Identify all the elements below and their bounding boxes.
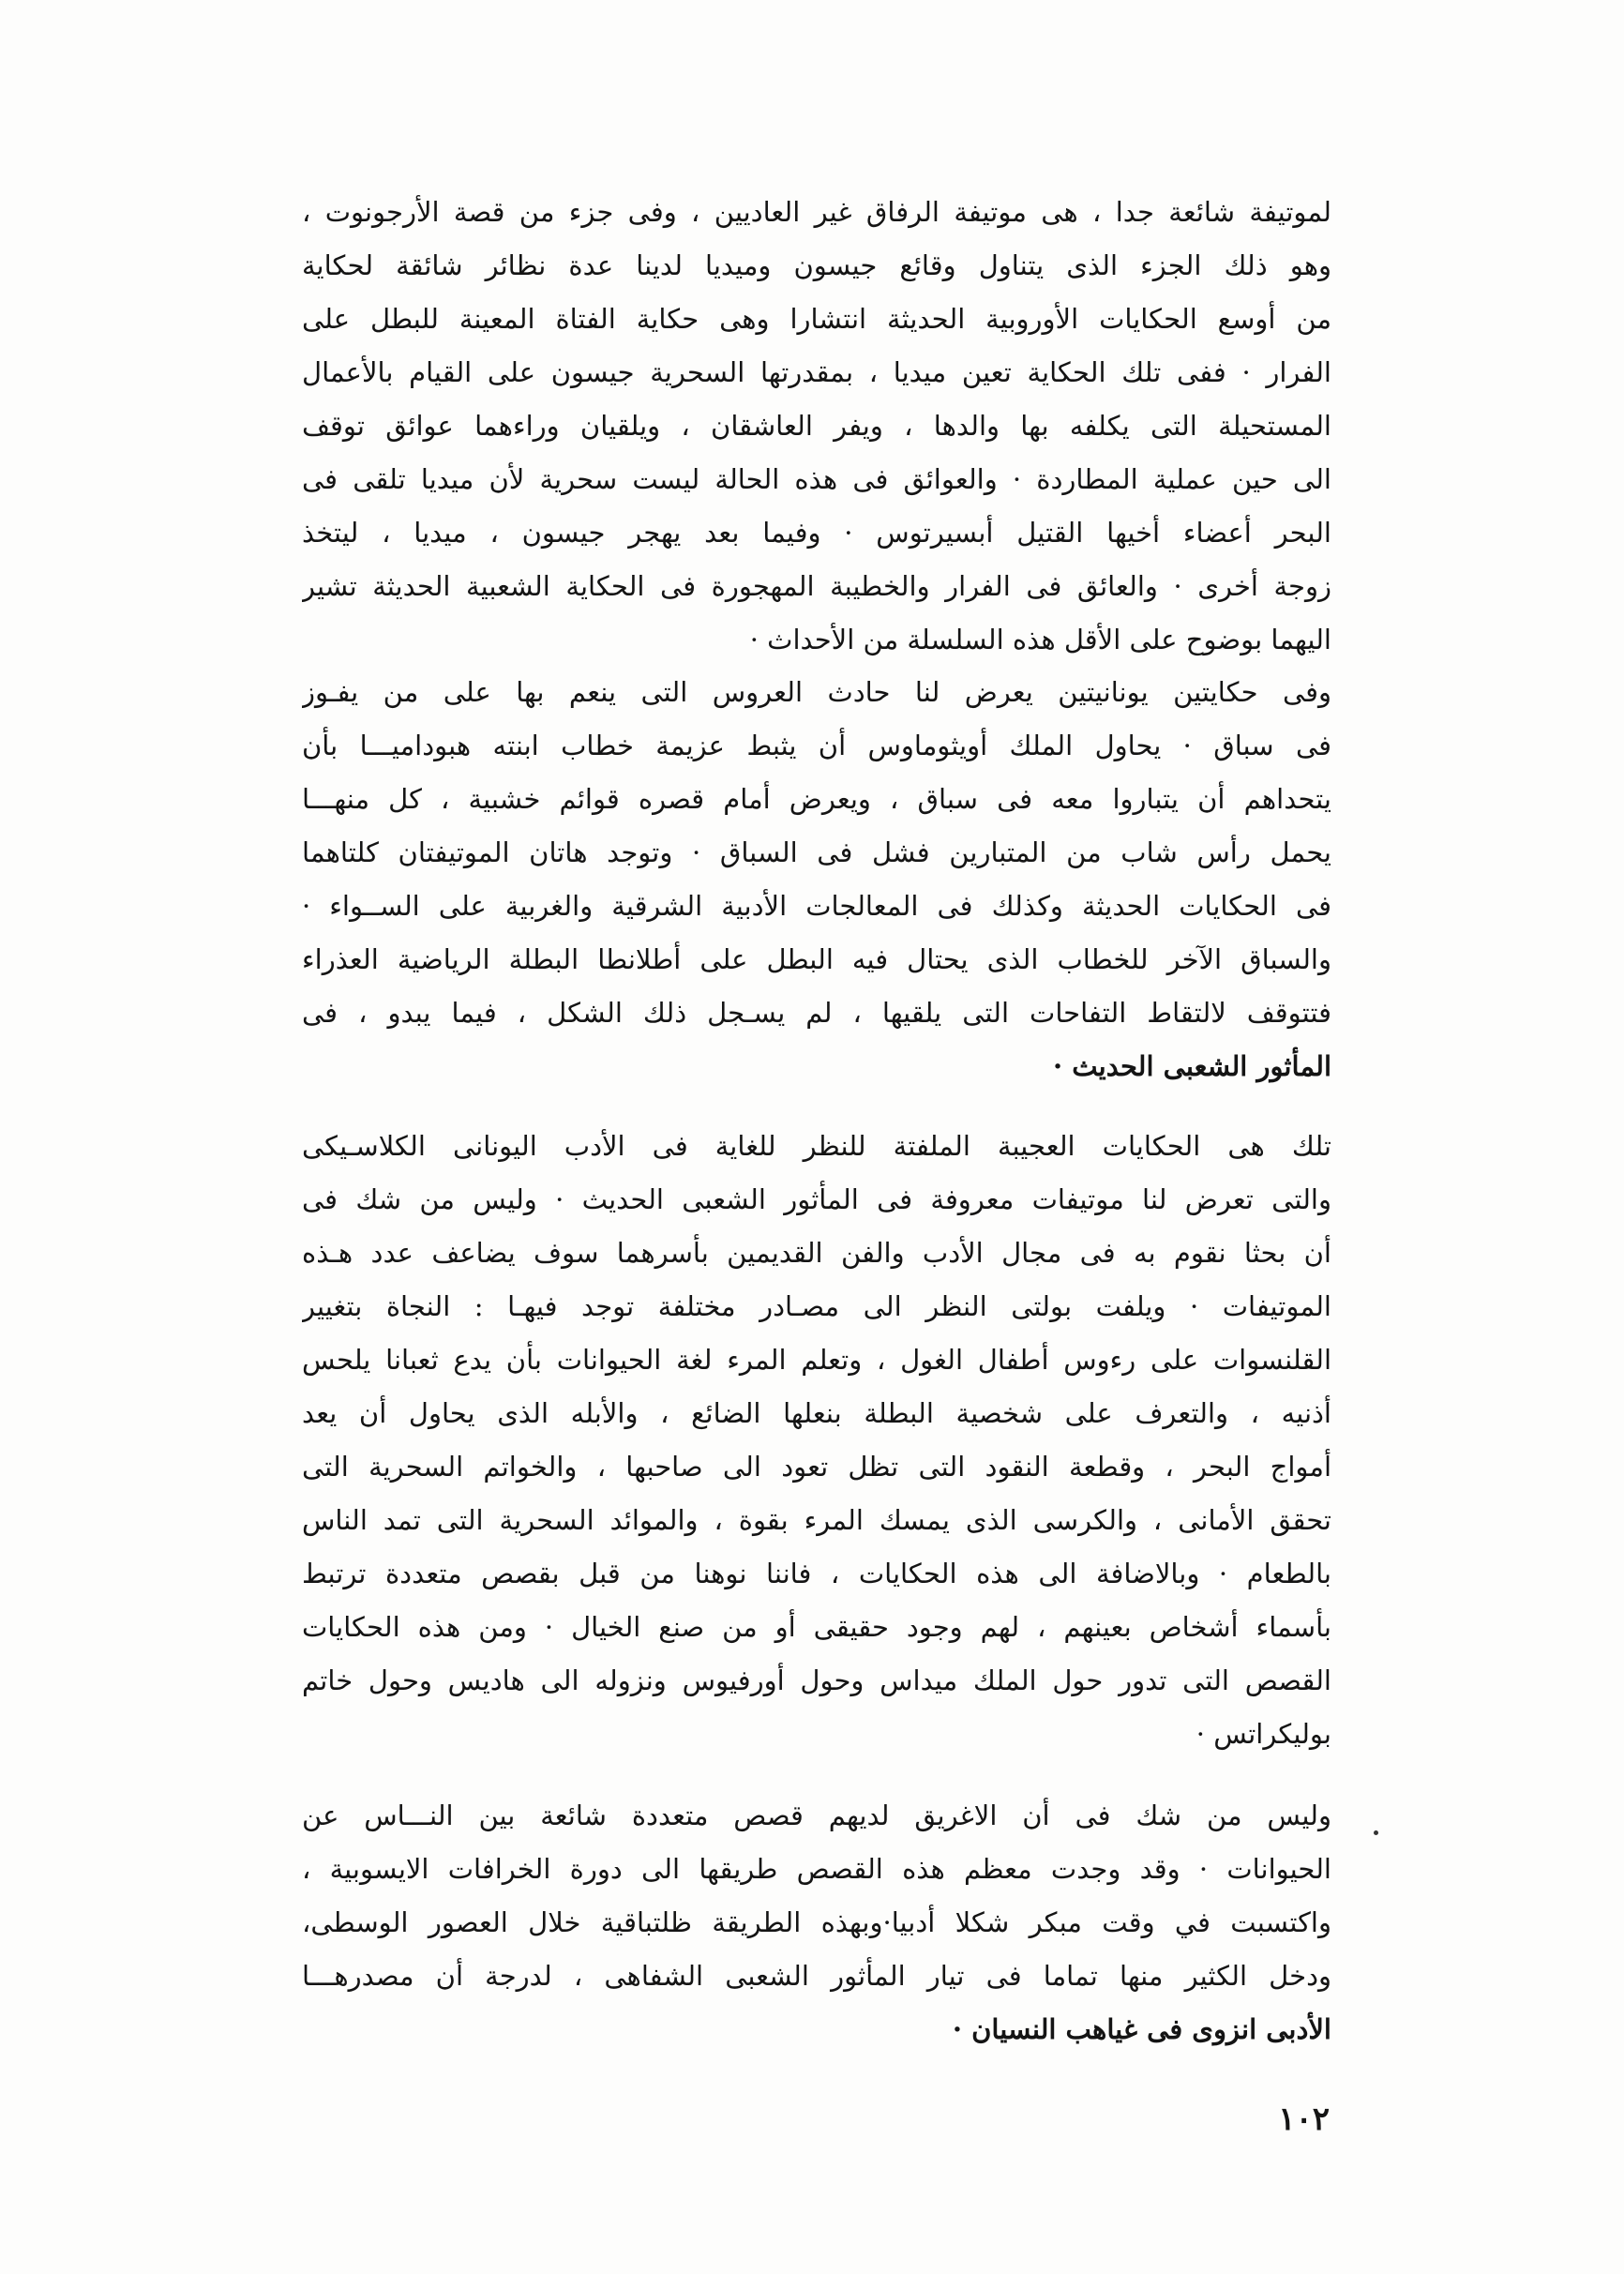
page-number: ١٠٢ — [1278, 2101, 1330, 2138]
text-line: بوليكراتس · — [1195, 1718, 1331, 1750]
text-line: المأثور الشعبى الحديث · — [1053, 1050, 1331, 1082]
text-line: فى الحكايات الحديثة وكذلك فى المعالجات الأدبية الشرقية والغربية على الســواء · — [302, 890, 1331, 922]
text-line: القصص التى تدور حول الملك ميداس وحول أورفيوس ونزوله الى هاديس وحول خاتم — [302, 1664, 1331, 1696]
text-line: الى حين عملية المطاردة · والعوائق فى هذه الحالة ليست سحرية لأن ميديا تلقى فى — [302, 463, 1331, 495]
text-line: أذنيه ، والتعرف على شخصية البطلة بنعلها الضائع ، والأبله الذى يحاول أن يعد — [302, 1397, 1331, 1429]
text-line: بأسماء أشخاص بعينهم ، لهم وجود حقيقى أو من صنع الخيال · ومن هذه الحكايات — [302, 1611, 1331, 1643]
text-line: فتتوقف لالتقاط التفاحات التى يلقيها ، لم يسـجل ذلك الشكل ، فيما يبدو ، فى — [302, 997, 1331, 1029]
text-line: اليهما بوضوح على الأقل هذه السلسلة من الأحداث · — [749, 624, 1331, 655]
text-line: تحقق الأمانى ، والكرسى الذى يمسك المرء بقوة ، والموائد السحرية التى تمد الناس — [302, 1504, 1331, 1536]
text-line: تلك هى الحكايات العجيبة الملفتة للنظر للغاية فى الأدب اليونانى الكلاسـيكى — [302, 1130, 1331, 1162]
text-line: والسباق الآخر للخطاب الذى يحتال فيه البطل على أطلانطا البطلة الرياضية العذراء — [302, 943, 1331, 975]
text-line: أن بحثا نقوم به فى مجال الأدب والفن القديمين بأسرهما سوف يضاعف عدد هـذه — [302, 1237, 1331, 1269]
text-line: والتى تعرض لنا موتيفات معروفة فى المأثور الشعبى الحديث · وليس من شك فى — [302, 1183, 1331, 1215]
text-line: بالطعام · وبالاضافة الى هذه الحكايات ، فاننا نوهنا من قبل بقصص متعددة ترتبط — [302, 1558, 1331, 1589]
text-line: لموتيفة شائعة جدا ، هى موتيفة الرفاق غير العاديين ، وفى جزء من قصة الأرجونوت ، — [302, 196, 1331, 228]
text-line: أمواج البحر ، وقطعة النقود التى تظل تعود الى صاحبها ، والخواتم السحرية التى — [302, 1451, 1331, 1483]
paragraph-4 — [302, 1789, 1331, 2056]
text-line: يتحداهم أن يتباروا معه فى سباق ، ويعرض أمام قصره قوائم خشبية ، كل منهـــا — [302, 783, 1331, 815]
text-line: ودخل الكثير منها تماما فى تيار المأثور الشعبى الشفاهى ، لدرجة أن مصدرهـــا — [302, 1960, 1331, 1992]
text-line: الفرار · ففى تلك الحكاية تعين ميديا ، بمقدرتها السحرية جيسون على القيام بالأعمال — [302, 356, 1331, 388]
text-line: وهو ذلك الجزء الذى يتناول وقائع جيسون وميديا لدينا عدة نظائر شائقة لحكاية — [302, 249, 1331, 281]
text-line: الأدبى انزوى فى غياهب النسيان · — [952, 2013, 1331, 2045]
text-line: من أوسع الحكايات الأوروبية الحديثة انتشارا وهى حكاية الفتاة المعينة للبطل على — [302, 303, 1331, 335]
text-line: الموتيفات · ويلفت بولتى النظر الى مصـادر مختلفة توجد فيهـا : النجاة بتغيير — [302, 1290, 1331, 1322]
text-line: وفى حكايتين يونانيتين يعرض لنا حادث العروس التى ينعم بها على من يفـوز — [302, 676, 1331, 708]
text-line: فى سباق · يحاول الملك أويثوماوس أن يثبط عزيمة خطاب ابنته هبوداميـــا بأن — [302, 730, 1331, 761]
text-line: البحر أعضاء أخيها القتيل أبسيرتوس · وفيما بعد يهجر جيسون ، ميديا ، ليتخذ — [302, 517, 1331, 549]
paragraph-2 — [302, 666, 1331, 1093]
paragraph-3 — [302, 1120, 1331, 1761]
text-line: الحيوانات · وقد وجدت معظم هذه القصص طريقها الى دورة الخرافات الايسوبية ، — [302, 1853, 1331, 1885]
text-line: وليس من شك فى أن الاغريق لديهم قصص متعددة شائعة بين النـــاس عن — [302, 1800, 1331, 1831]
text-line: المستحيلة التى يكلفه بها والدها ، ويفر العاشقان ، ويلقيان وراءهما عوائق توقف — [302, 410, 1331, 442]
text-line: القلنسوات على رءوس أطفال الغول ، وتعلم المرء لغة الحيوانات بأن يدع ثعبانا يلحس — [302, 1344, 1331, 1376]
ink-speck — [1374, 1830, 1378, 1835]
text-line: يحمل رأس شاب من المتبارين فشل فى السباق · وتوجد هاتان الموتيفتان كلتاهما — [302, 836, 1331, 868]
text-line: واكتسبت في وقت مبكر شكلا أدبيا·وبهذه الطريقة ظلتباقية خلال العصور الوسطى، — [302, 1906, 1331, 1938]
paragraph-1 — [302, 186, 1331, 667]
text-line: زوجة أخرى · والعائق فى الفرار والخطيبة المهجورة فى الحكاية الشعبية الحديثة تشير — [302, 570, 1331, 602]
